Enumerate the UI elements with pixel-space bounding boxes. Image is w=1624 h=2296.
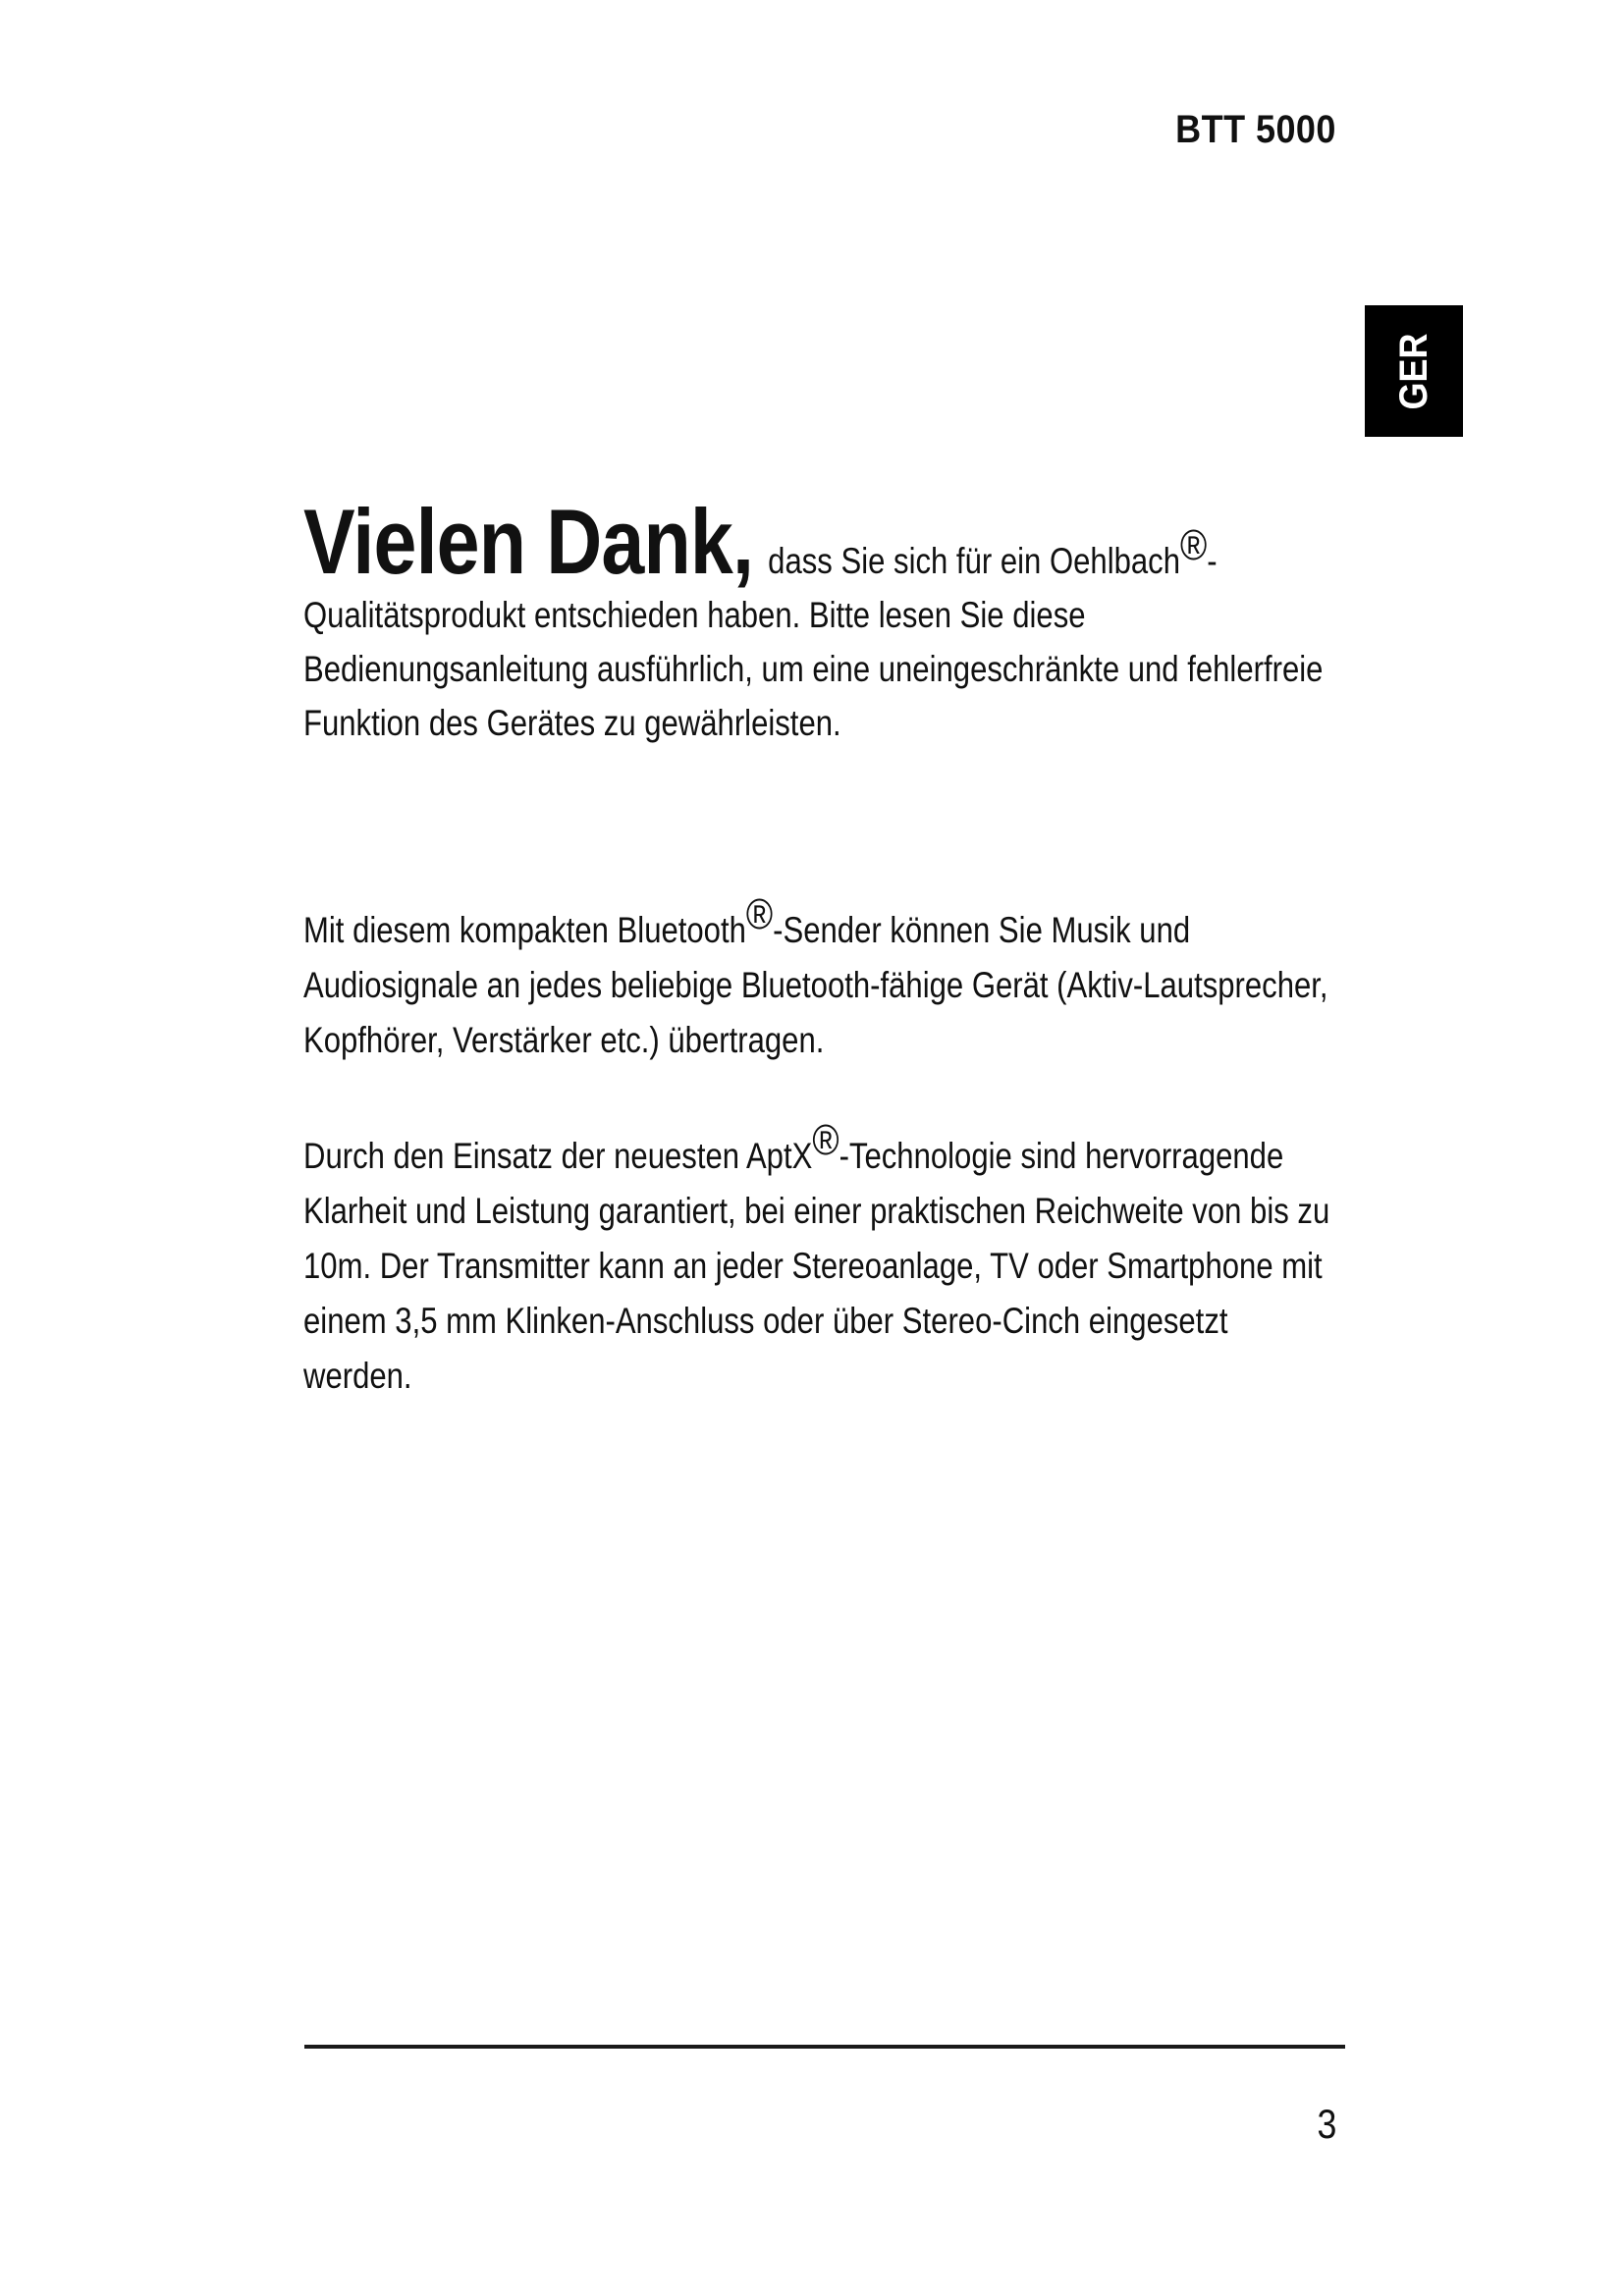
intro-block	[303, 490, 1344, 750]
headline: Vielen Dank,	[303, 490, 754, 593]
paragraph-text: Mit diesem kompakten Bluetooth	[303, 910, 746, 950]
paragraph-bluetooth	[303, 890, 1344, 1068]
language-tab	[1365, 305, 1463, 437]
registered-mark: ®	[1179, 521, 1208, 569]
intro-text-part1: dass Sie sich für ein Oehlbach	[768, 541, 1180, 581]
intro-text-part2: -Qualitätsprodukt entschieden haben. Bitte lesen Sie diese Bedienungsanleitung ausführlich, um eine uneingeschränkte und fehlerfreie Funktion des Gerätes zu gewährleisten.	[303, 541, 1324, 743]
language-tab-label: GER	[1391, 332, 1435, 410]
paragraph-text: -Sender können Sie Musik und Audiosignale an jedes beliebige Bluetooth-fähige Gerät (Aktiv-Lautsprecher, Kopfhörer, Verstärker etc.) übertragen.	[303, 910, 1328, 1060]
model-name: BTT 5000	[1175, 108, 1336, 151]
footer-divider	[304, 2045, 1345, 2049]
registered-mark: ®	[745, 890, 774, 938]
paragraph-text: -Technologie sind hervorragende Klarheit und Leistung garantiert, bei einer praktischen Reichweite von bis zu 10m. Der Transmitter kann an jeder Stereoanlage, TV oder Smartphone mit einem 3,5 mm Klinken-Anschluss oder über Stereo-Cinch eingesetzt werden.	[303, 1136, 1330, 1396]
intro-paragraph	[303, 490, 1344, 750]
paragraph-text: Durch den Einsatz der neuesten AptX	[303, 1136, 813, 1176]
page-number: 3	[1317, 2101, 1336, 2147]
registered-mark: ®	[812, 1116, 839, 1164]
paragraph-aptx	[303, 1116, 1344, 1404]
